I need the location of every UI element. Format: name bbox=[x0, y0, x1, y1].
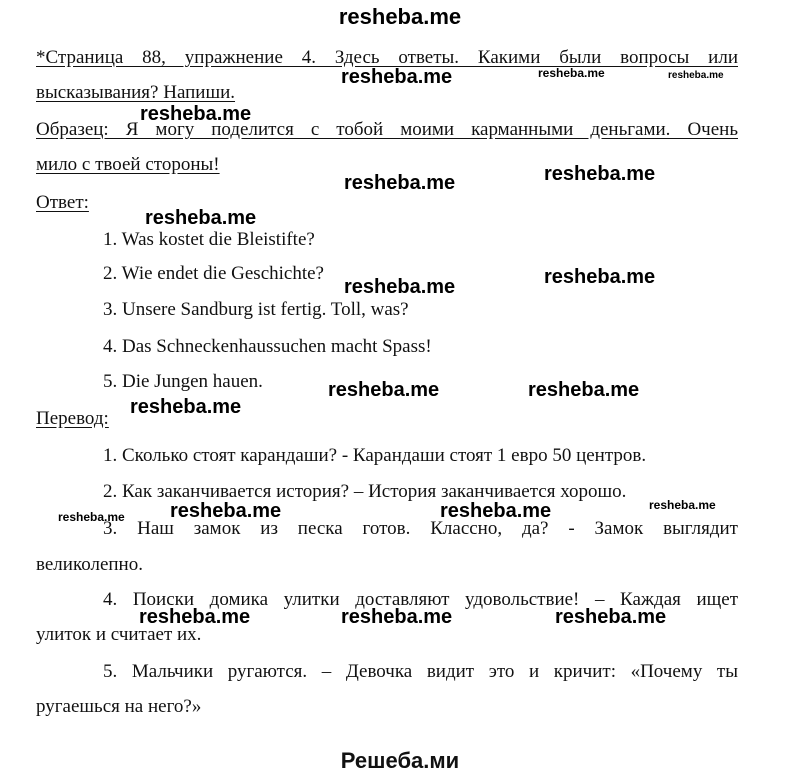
translation-3b: великолепно. bbox=[36, 554, 143, 575]
answer-item-4: 4. Das Schneckenhaussuchen macht Spass! bbox=[103, 336, 432, 357]
watermark: resheba.me bbox=[140, 103, 252, 125]
watermark: resheba.me bbox=[58, 510, 125, 524]
translation-4a: 4. Поиски домика улитки доставляют удовольствие! – Каждая ищет bbox=[103, 589, 738, 610]
translation-label: Перевод: bbox=[36, 408, 109, 429]
watermark: resheba.me bbox=[555, 606, 667, 628]
translation-3a: 3. Наш замок из песка готов. Классно, да? - Замок выглядит bbox=[103, 518, 738, 539]
sample-line-1: Образец: Я могу поделится с тобой моими карманными деньгами. Очень bbox=[36, 119, 738, 140]
translation-4b: улиток и считает их. bbox=[36, 624, 202, 645]
watermark: resheba.me bbox=[544, 266, 656, 288]
watermark: resheba.me bbox=[341, 66, 453, 88]
watermark: resheba.me bbox=[139, 606, 251, 628]
watermark: resheba.me bbox=[538, 66, 605, 80]
answer-label: Ответ: bbox=[36, 192, 89, 213]
translation-2: 2. Как заканчивается история? – История заканчивается хорошо. bbox=[103, 481, 627, 502]
task-line-2: высказывания? Напиши. bbox=[36, 82, 236, 103]
watermark: resheba.me bbox=[170, 500, 282, 522]
translation-5b: ругаешься на него?» bbox=[36, 696, 202, 717]
watermark: resheba.me bbox=[328, 379, 440, 401]
answer-item-2: 2. Wie endet die Geschichte? bbox=[103, 263, 324, 284]
translation-1: 1. Сколько стоят карандаши? - Карандаши стоят 1 евро 50 центров. bbox=[103, 445, 647, 466]
watermark: resheba.me bbox=[341, 606, 453, 628]
watermark: resheba.me bbox=[344, 172, 456, 194]
answer-item-3: 3. Unsere Sandburg ist fertig. Toll, was? bbox=[103, 299, 409, 320]
watermark: resheba.me bbox=[344, 276, 456, 298]
watermark-top: resheba.me bbox=[338, 4, 462, 29]
watermark: resheba.me bbox=[668, 70, 724, 81]
task-line-1: *Страница 88, упражнение 4. Здесь ответы. Какими были вопросы или bbox=[36, 47, 738, 68]
watermark: resheba.me bbox=[440, 500, 552, 522]
watermark: resheba.me bbox=[145, 207, 257, 229]
watermark: resheba.me bbox=[130, 396, 242, 418]
watermark: resheba.me bbox=[544, 163, 656, 185]
watermark: resheba.me bbox=[649, 498, 716, 512]
watermark: resheba.me bbox=[528, 379, 640, 401]
answer-item-5: 5. Die Jungen hauen. bbox=[103, 371, 263, 392]
sample-line-2: мило с твоей стороны! bbox=[36, 154, 220, 175]
translation-5a: 5. Мальчики ругаются. – Девочка видит это и кричит: «Почему ты bbox=[103, 661, 738, 682]
answer-item-1: 1. Was kostet die Bleistifte? bbox=[103, 229, 315, 250]
footer-brand: Решеба.ми bbox=[340, 748, 460, 773]
